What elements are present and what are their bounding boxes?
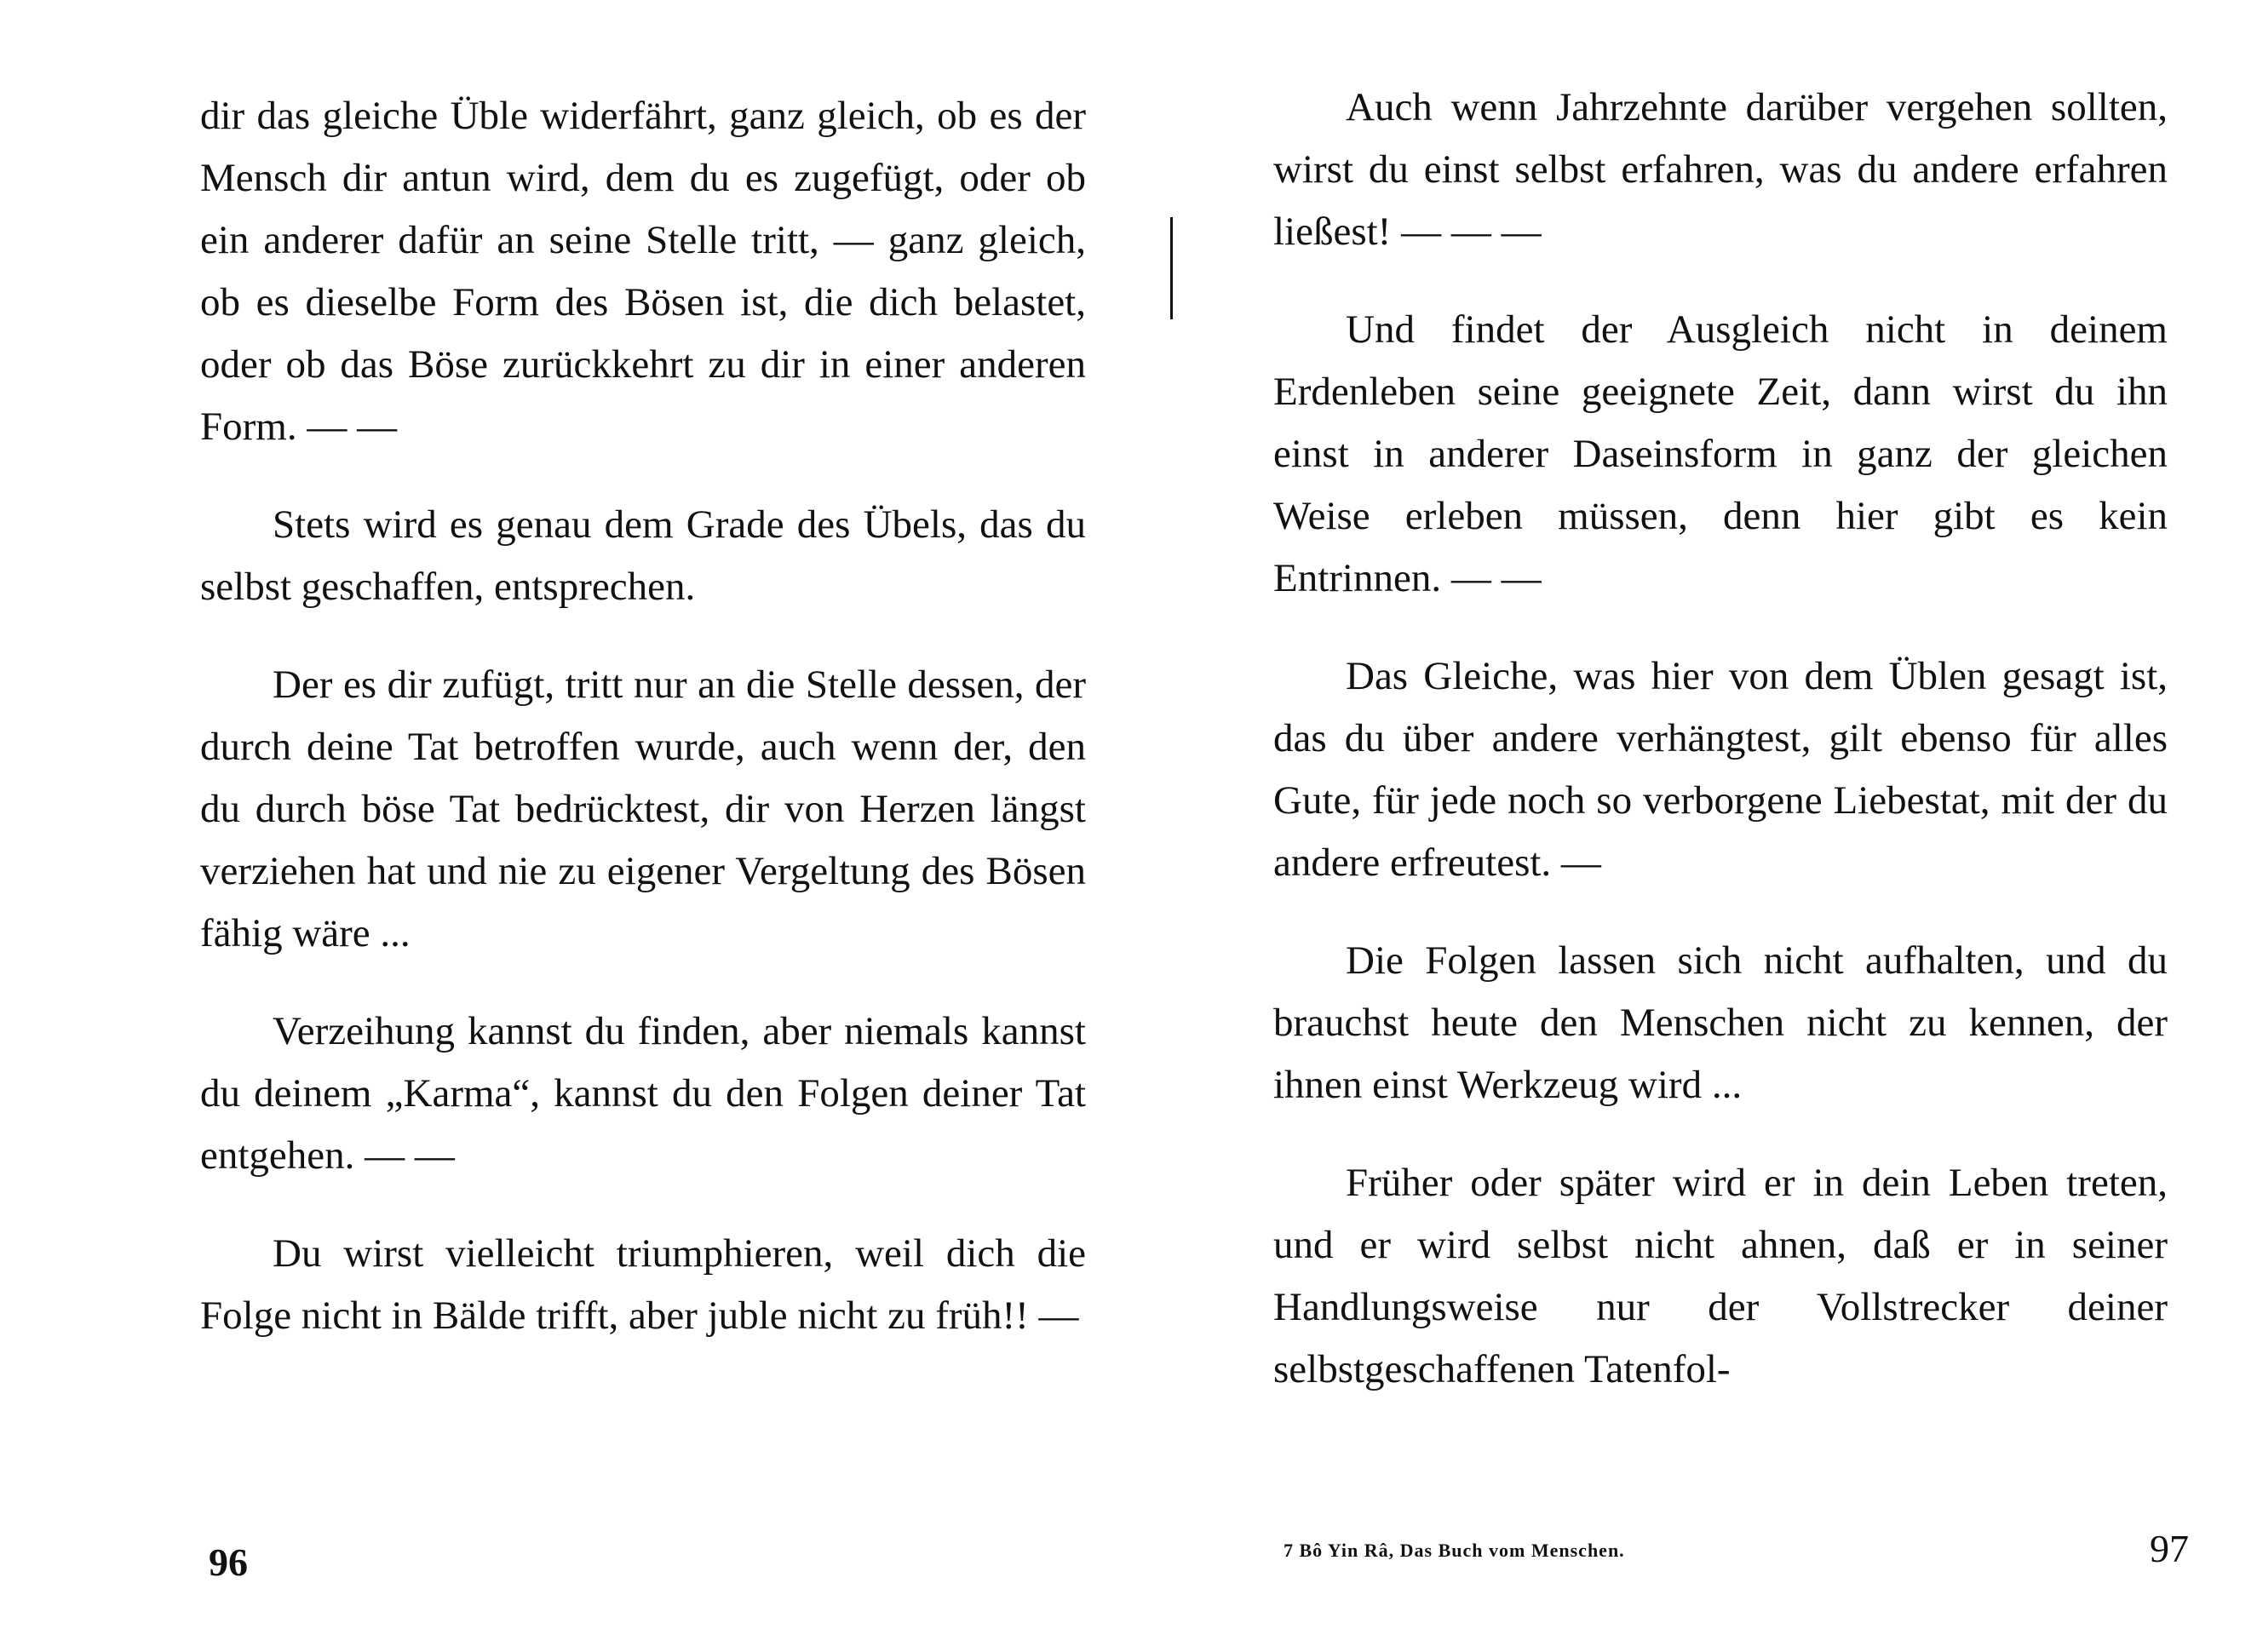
right-paragraph-2: Und findet der Ausgleich nicht in deinem Erdenleben seine geeignete Zeit, dann wirst du ihn einst in anderer Daseinsform in ganz der gleichen Weise erleben müssen, denn hier gibt es kein Entrinnen. — — [1273, 307, 2168, 600]
left-page [0, 0, 1128, 1652]
left-paragraph-5: Du wirst vielleicht triumphieren, weil dich die Folge nicht in Bälde trifft, aber juble nicht zu früh!! — [200, 1231, 1086, 1338]
left-paragraph-3: Der es dir zufügt, tritt nur an die Stelle dessen, der durch deine Tat betroffen wurde, auch wenn der, den du durch böse Tat bedrücktest, dir von Herzen längst verziehen hat und nie zu eigener Vergeltung des Bösen fähig wäre ... [200, 663, 1086, 955]
left-paragraph-2: Stets wird es genau dem Grade des Übels, das du selbst geschaffen, entsprechen. [200, 502, 1086, 609]
right-paragraph-1: Auch wenn Jahrzehnte darüber vergehen sollten, wirst du einst selbst erfahren, was du andere erfahren ließest! — — — [1273, 85, 2168, 254]
left-paragraph-1: dir das gleiche Üble widerfährt, ganz gleich, ob es der Mensch dir antun wird, dem du es zugefügt, oder ob ein anderer dafür an seine Stelle tritt, — ganz gleich, ob es dieselbe Form des Bösen ist, die dich belastet, oder ob das Böse zurückkehrt zu dir in einer anderen Form. — — [200, 94, 1086, 449]
right-page [1128, 0, 2257, 1652]
right-paragraph-5: Früher oder später wird er in dein Leben treten, und er wird selbst nicht ahnen, daß er in seiner Handlungsweise nur der Vollstrecker deiner selbstgeschaffenen Tatenfol- [1273, 1161, 2168, 1391]
left-page-text [200, 85, 1086, 1347]
right-paragraph-4: Die Folgen lassen sich nicht aufhalten, und du brauchst heute den Menschen nicht zu kennen, der ihnen einst Werkzeug wird ... [1273, 938, 2168, 1107]
left-page-number: 96 [209, 1540, 248, 1584]
right-paragraph-3: Das Gleiche, was hier von dem Üblen gesagt ist, das du über andere verhängtest, gilt ebenso für alles Gute, für jede noch so verborgene Liebestat, mit der du andere erfreutest. — [1273, 654, 2168, 885]
right-page-number: 97 [2150, 1527, 2189, 1570]
right-page-text [1273, 77, 2168, 1401]
left-paragraph-4: Verzeihung kannst du finden, aber niemals kannst du deinem „Karma“, kannst du den Folgen deiner Tat entgehen. — — [200, 1009, 1086, 1178]
signature-footnote: 7 Bô Yin Râ, Das Buch vom Menschen. [1284, 1540, 1625, 1561]
